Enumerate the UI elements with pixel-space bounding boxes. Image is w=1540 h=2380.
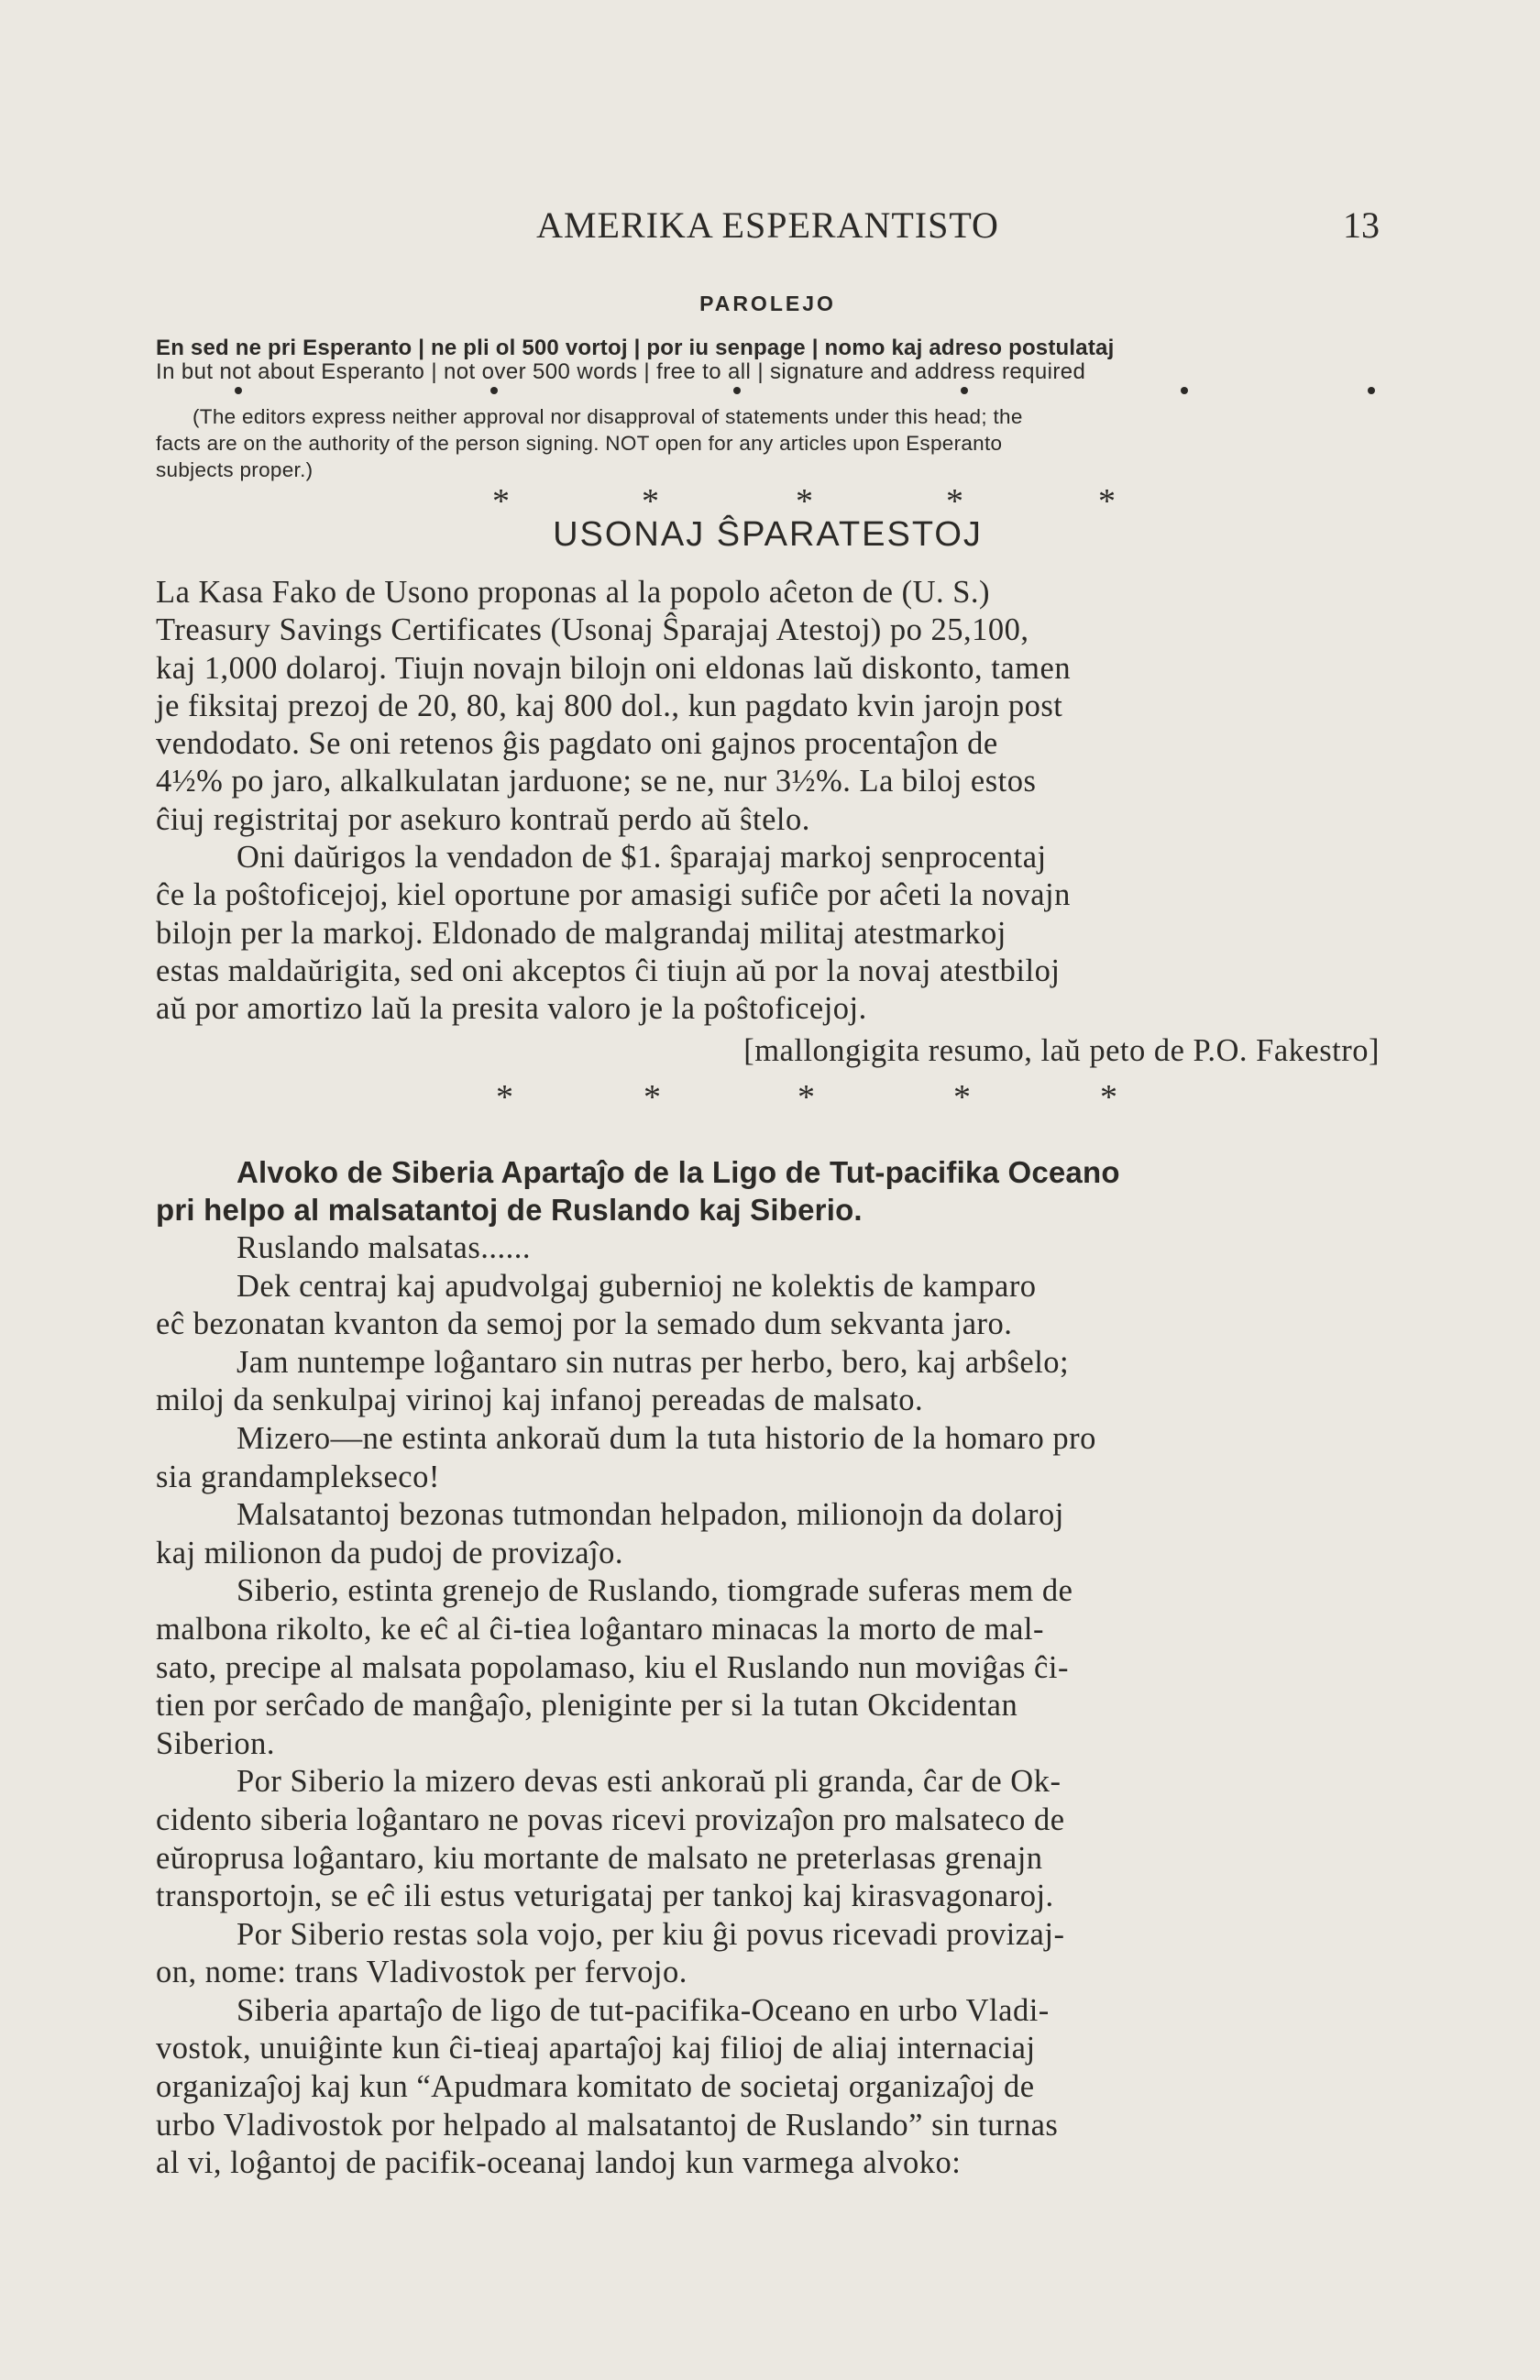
note-line: subjects proper.): [156, 458, 314, 481]
text-line: organizaĵoj kaj kun “Apudmara komitato de societaj organizaĵoj de: [156, 2069, 1035, 2105]
text-line: La Kasa Fako de Usono proponas al la popolo aĉeton de (U. S.): [156, 575, 991, 610]
star-ornament: *: [492, 482, 510, 521]
star-ornament: *: [642, 482, 659, 521]
text-line: eŭroprusa loĝantaro, kiu mortante de malsato ne preterlasas grenajn: [156, 1840, 1043, 1876]
page-number: 13: [1343, 204, 1380, 246]
text-line: kaj 1,000 dolaroj. Tiujn novajn bilojn oni eldonas laŭ diskonto, tamen: [156, 650, 1072, 686]
text-line: Jam nuntempe loĝantaro sin nutras per herbo, bero, kaj arbŝelo;: [236, 1344, 1070, 1380]
text-line: Siberion.: [156, 1725, 276, 1761]
text-line: tien por serĉado de manĝaĵo, pleniginte per si la tutan Okcidentan: [156, 1688, 1018, 1724]
dot-separator: [156, 380, 1380, 398]
dot-ornament: [1181, 387, 1188, 394]
page-header: [156, 204, 1380, 249]
dot-ornament: [961, 387, 968, 394]
text-line: Ruslando malsatas......: [236, 1230, 532, 1265]
text-line: aŭ por amortizo laŭ la presita valoro je la poŝtoficejoj.: [156, 991, 867, 1027]
text-line: Por Siberio la mizero devas esti ankoraŭ pli granda, ĉar de Ok-: [236, 1764, 1062, 1800]
heading-line: Alvoko de Siberia Apartaĵo de la Ligo de Tut-pacifika Oceano: [236, 1155, 1120, 1189]
article-heading: USONAJ ŜPARATESTOJ: [553, 515, 983, 554]
text-line: estas maldaŭrigita, sed oni akceptos ĉi tiujn aŭ por la novaj atestbiloj: [156, 953, 1061, 988]
text-line: Siberia apartaĵo de ligo de tut-pacifika-Oceano en urbo Vladi-: [236, 1992, 1050, 2028]
star-ornament: *: [946, 482, 963, 521]
dot-ornament: [1368, 387, 1375, 394]
star-ornament: *: [644, 1078, 661, 1117]
note-line: (The editors express neither approval nor disapproval of statements under this head; the: [192, 405, 1023, 428]
text-line: ĉe la poŝtoficejoj, kiel oportune por amasigi sufiĉe por aĉeti la novajn: [156, 877, 1071, 913]
star-ornament: *: [1098, 482, 1116, 521]
heading-line: pri helpo al malsatantoj de Ruslando kaj Siberio.: [156, 1193, 863, 1227]
star-separator: [156, 1077, 1380, 1117]
text-line: Treasury Savings Certificates (Usonaj Ŝparajaj Atestoj) po 25,100,: [156, 612, 1029, 648]
article-body: [156, 1229, 1380, 2183]
text-line: sia grandamplekseco!: [156, 1459, 440, 1494]
text-line: miloj da senkulpaj virinoj kaj infanoj pereadas de malsato.: [156, 1383, 924, 1418]
article-heading: [156, 1153, 1380, 1229]
text-line: ĉiuj registritaj por asekuro kontraŭ perdo aŭ ŝtelo.: [156, 801, 810, 837]
dot-ornament: [733, 387, 741, 394]
text-line: kaj milionon da pudoj de provizaĵo.: [156, 1535, 623, 1570]
star-ornament: *: [1100, 1078, 1117, 1117]
text-line: on, nome: trans Vladivostok per fervojo.: [156, 1955, 688, 1990]
article-body: [156, 574, 1380, 1029]
text-line: Malsatantoj bezonas tutmondan helpadon, milionojn da dolaroj: [236, 1497, 1064, 1533]
text-line: Mizero—ne estinta ankoraŭ dum la tuta historio de la homaro pro: [236, 1420, 1096, 1456]
text-line: malbona rikolto, ke eĉ al ĉi-tiea loĝantaro minacas la morto de mal-: [156, 1611, 1044, 1647]
text-line: Por Siberio restas sola vojo, per kiu ĝi povus ricevadi provizaj-: [236, 1916, 1065, 1952]
section-label: PAROLEJO: [699, 292, 836, 315]
rules-esperanto: En sed ne pri Esperanto | ne pli ol 500 vortoj | por iu senpage | nomo kaj adreso postulataj: [156, 336, 1115, 360]
text-line: je fiksitaj prezoj de 20, 80, kaj 800 dol., kun pagdato kvin jarojn post: [156, 688, 1063, 723]
text-line: Oni daŭrigos la vendadon de $1. ŝparajaj markoj senprocentaj: [236, 840, 1047, 876]
text-line: urbo Vladivostok por helpado al malsatantoj de Ruslando” sin turnas: [156, 2107, 1059, 2143]
dot-ornament: [490, 387, 498, 394]
star-ornament: *: [496, 1078, 513, 1117]
text-line: Siberio, estinta grenejo de Ruslando, tiomgrade suferas mem de: [236, 1573, 1073, 1609]
article-signature: [mallongigita resumo, laŭ peto de P.O. Fakestro]: [743, 1033, 1380, 1068]
star-ornament: *: [798, 1078, 815, 1117]
text-line: al vi, loĝantoj de pacifik-oceanaj landoj kun varmega alvoko:: [156, 2145, 962, 2181]
rules-english: In but not about Esperanto | not over 500 words | free to all | signature and address required: [156, 359, 1086, 384]
text-line: sato, precipe al malsata popolamaso, kiu el Ruslando nun moviĝas ĉi-: [156, 1649, 1069, 1685]
note-line: facts are on the authority of the person signing. NOT open for any articles upon Esperanto: [156, 432, 1003, 455]
text-line: transportojn, se eĉ ili estus veturigataj per tankoj kaj kirasvagonaroj.: [156, 1879, 1054, 1914]
running-title: AMERIKA ESPERANTISTO: [536, 204, 999, 246]
text-line: 4½% po jaro, alkalkulatan jarduone; se ne, nur 3½%. La biloj estos: [156, 764, 1037, 799]
star-separator: [156, 481, 1380, 521]
text-line: Dek centraj kaj apudvolgaj gubernioj ne kolektis de kamparo: [236, 1268, 1037, 1304]
text-line: eĉ bezonatan kvanton da semoj por la semado dum sekvanta jaro.: [156, 1306, 1013, 1342]
star-ornament: *: [953, 1078, 971, 1117]
text-line: bilojn per la markoj. Eldonado de malgrandaj militaj atestmarkoj: [156, 915, 1006, 951]
text-line: vostok, unuiĝinte kun ĉi-tieaj apartaĵoj kaj filioj de aliaj internaciaj: [156, 2031, 1036, 2066]
text-line: vendodato. Se oni retenos ĝis pagdato oni gajnos procentaĵon de: [156, 726, 998, 762]
dot-ornament: [235, 387, 242, 394]
text-line: cidento siberia loĝantaro ne povas ricevi provizaĵon pro malsateco de: [156, 1802, 1065, 1837]
star-ornament: *: [796, 482, 813, 521]
editor-note: [156, 403, 1380, 483]
